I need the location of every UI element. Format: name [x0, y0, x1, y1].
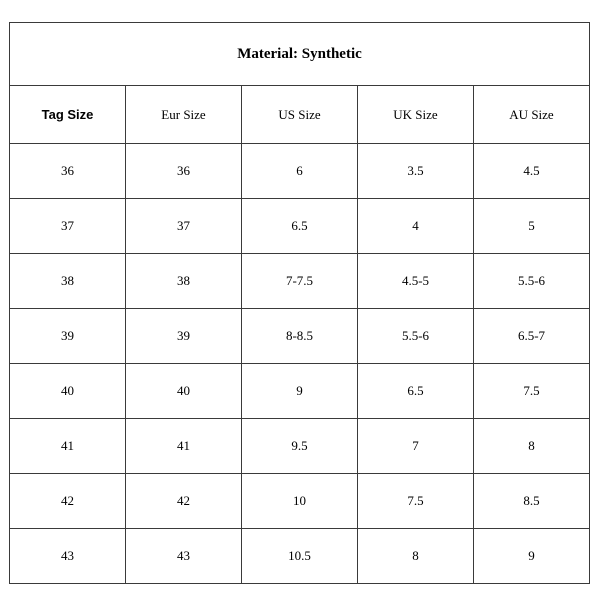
cell-au-size: 4.5: [474, 144, 590, 199]
cell-uk-size: 3.5: [358, 144, 474, 199]
cell-eur-size: 42: [126, 474, 242, 529]
cell-eur-size: 41: [126, 419, 242, 474]
cell-eur-size: 37: [126, 199, 242, 254]
header-us-size: US Size: [242, 86, 358, 144]
table-row: [10, 529, 590, 584]
header-tag-size: Tag Size: [10, 86, 126, 144]
table-row: [10, 309, 590, 364]
cell-us-size: 9: [242, 364, 358, 419]
cell-uk-size: 7: [358, 419, 474, 474]
cell-us-size: 7-7.5: [242, 254, 358, 309]
cell-tag-size: 39: [10, 309, 126, 364]
table-row: [10, 364, 590, 419]
header-row: [10, 86, 590, 144]
table-body: [10, 144, 590, 584]
cell-au-size: 8.5: [474, 474, 590, 529]
cell-us-size: 8-8.5: [242, 309, 358, 364]
cell-tag-size: 41: [10, 419, 126, 474]
cell-uk-size: 4.5-5: [358, 254, 474, 309]
cell-au-size: 5.5-6: [474, 254, 590, 309]
table-row: [10, 199, 590, 254]
cell-uk-size: 8: [358, 529, 474, 584]
cell-tag-size: 37: [10, 199, 126, 254]
cell-tag-size: 36: [10, 144, 126, 199]
cell-au-size: 9: [474, 529, 590, 584]
cell-eur-size: 38: [126, 254, 242, 309]
cell-au-size: 8: [474, 419, 590, 474]
cell-eur-size: 36: [126, 144, 242, 199]
cell-eur-size: 39: [126, 309, 242, 364]
cell-tag-size: 38: [10, 254, 126, 309]
table-row: [10, 474, 590, 529]
cell-eur-size: 43: [126, 529, 242, 584]
cell-eur-size: 40: [126, 364, 242, 419]
size-chart-table: [9, 22, 590, 584]
cell-us-size: 6.5: [242, 199, 358, 254]
table-title: Material: Synthetic: [10, 23, 590, 86]
cell-uk-size: 4: [358, 199, 474, 254]
cell-us-size: 10: [242, 474, 358, 529]
table-row: [10, 254, 590, 309]
cell-tag-size: 40: [10, 364, 126, 419]
size-chart-container: [9, 22, 589, 577]
table-row: [10, 144, 590, 199]
cell-au-size: 6.5-7: [474, 309, 590, 364]
cell-uk-size: 5.5-6: [358, 309, 474, 364]
cell-au-size: 7.5: [474, 364, 590, 419]
header-eur-size: Eur Size: [126, 86, 242, 144]
title-row: [10, 23, 590, 86]
cell-us-size: 10.5: [242, 529, 358, 584]
cell-uk-size: 6.5: [358, 364, 474, 419]
header-au-size: AU Size: [474, 86, 590, 144]
table-row: [10, 419, 590, 474]
cell-uk-size: 7.5: [358, 474, 474, 529]
cell-tag-size: 43: [10, 529, 126, 584]
cell-tag-size: 42: [10, 474, 126, 529]
cell-us-size: 9.5: [242, 419, 358, 474]
header-uk-size: UK Size: [358, 86, 474, 144]
cell-us-size: 6: [242, 144, 358, 199]
cell-au-size: 5: [474, 199, 590, 254]
